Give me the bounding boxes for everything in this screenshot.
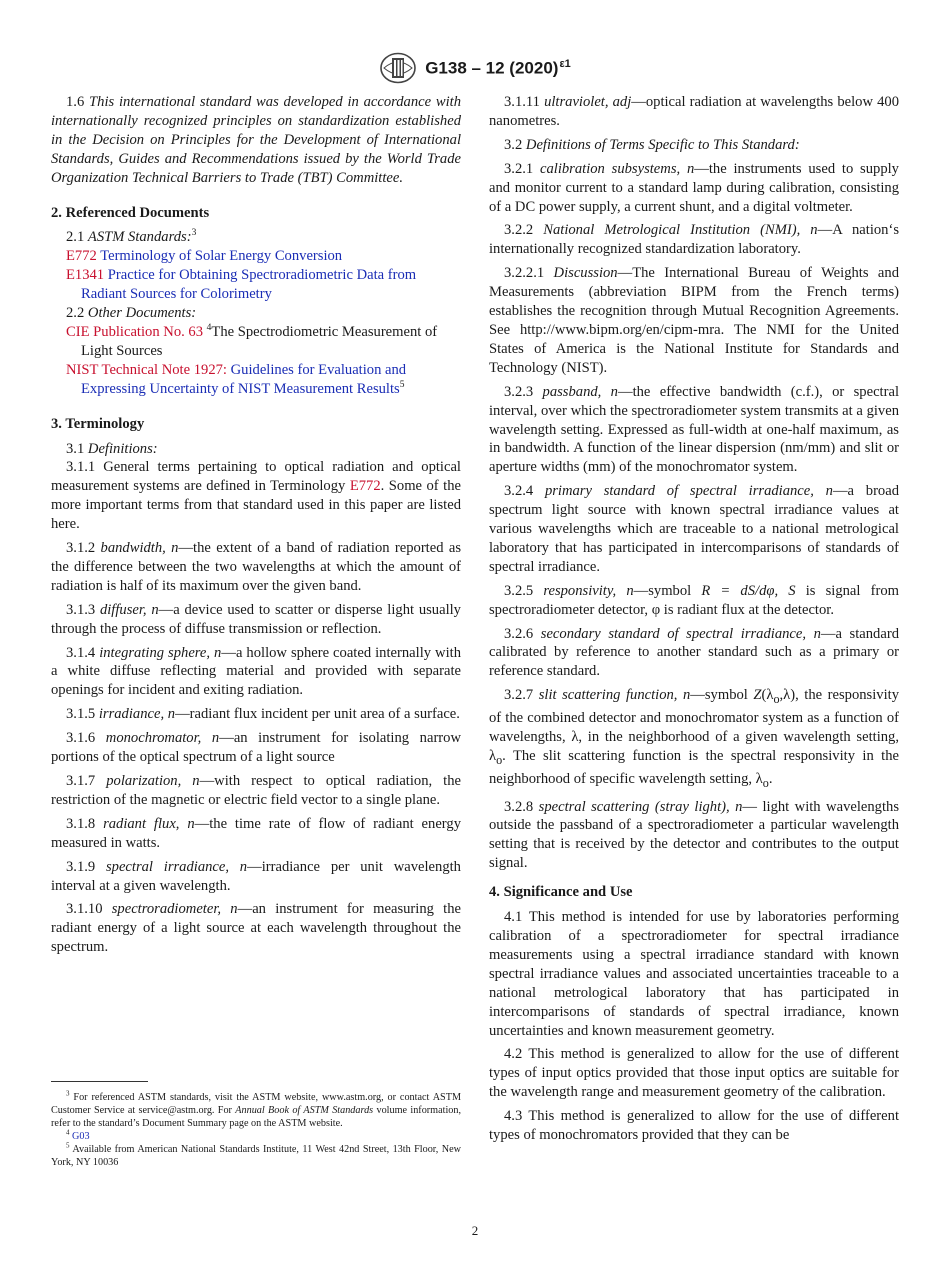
paragraph-3-1: 3.1 Definitions: [66,440,158,457]
reference-e1341[interactable]: E1341 Practice for Obtaining Spectroradiometric Data from Radiant Sources for Colorimetry [66,267,417,303]
paragraph-3-2: 3.2 Definitions of Terms Specific to This Standard: [504,136,800,153]
paragraph-3-2-5: 3.2.5 responsivity, n—symbol R = dS/dφ, S is signal from spectroradiometer detector, φ is radiant flux at the detector. [489,582,899,618]
paragraph-3-2-6: 3.2.6 secondary standard of spectral irradiance, n—a standard calibrated by reference to another standard such as a primary or reference standard. [489,625,899,680]
paragraph-4-3: 4.3 This method is generalized to allow for the use of different types of monochromators provided that they can be [489,1108,899,1144]
footnote-divider [51,1081,148,1082]
paragraph-3-1-3: 3.1.3 diffuser, n—a device used to scatter or disperse light usually through the process of diffuse transmission or reflection. [51,601,461,637]
paragraph-3-1-5: 3.1.5 irradiance, n—radiant flux incident per unit area of a surface. [66,706,460,723]
reference-e772[interactable]: E772 Terminology of Solar Energy Conversion [66,248,343,265]
paragraph-3-2-2-1: 3.2.2.1 Discussion—The International Bureau of Weights and Measurements (abbreviation BIPM from the French terms) establishes the recognition through Mutual Recognition Agreements. See http://www.bipm.org/en/cipm-mra. The NMI for the United States of America is the National Institute for Standards and Technology (NIST). [489,265,900,376]
astm-logo-icon [379,52,417,84]
edition-superscript: ε1 [559,57,571,70]
link-g03[interactable]: G03 [72,1131,90,1142]
reference-cie-63[interactable]: CIE Publication No. 63 $^4$The Spectrodiometric Measurement of Light Sources [66,323,438,359]
paragraph-3-2-8: 3.2.8 spectral scattering (stray light), n— light with wavelengths outside the passband of a spectroradiometer a particular wavelength setting that is received by the detector and contributes to the output signal. [489,798,899,872]
paragraph-3-1-7: 3.1.7 polarization, n—with respect to optical radiation, the restriction of the magnetic or electric field vector to a single plane. [51,773,462,808]
footnote-3: $^3$ For referenced ASTM standards, visit the ASTM website, www.astm.org, or contact ASTM Customer Service at service@astm.org. For Annual Book of ASTM Standards volume information, refer to the standard’s Document Summary page on the ASTM website. [51,1089,462,1129]
paragraph-3-1-2: 3.1.2 bandwidth, n—the extent of a band of radiation reported as the difference between the two wavelengths at which the amount of radiation is half of its maximum over the given band. [51,540,461,594]
right-column [489,93,899,1150]
paragraph-3-2-4: 3.2.4 primary standard of spectral irradiance, n—a broad spectrum light source with known spectral irradiance values at various wavelengths which are traceable to a national metrological laboratory that has participated in intercomparisons of standards of spectral irradiance. [489,483,899,575]
section-4-heading: 4. Significance and Use [489,884,633,901]
page-header [0,52,950,89]
section-3-heading: 3. Terminology [51,415,145,432]
footnotes [51,1081,461,1169]
page-number: 2 [471,1223,479,1238]
section-2-heading: 2. Referenced Documents [51,204,210,221]
footnote-4: $^4$ G03 [66,1128,90,1142]
paragraph-2-1: 2.1 ASTM Standards:$^3$ [66,228,197,246]
reference-nist-tn-1927[interactable]: NIST Technical Note 1927: Guidelines for Evaluation and Expressing Uncertainty of NIST Measurement Results$^5$ [66,361,407,397]
paragraph-1-6: 1.6 This international standard was developed in accordance with internationally recognized principles on standardization established in the Decision on Principles for the Development of International Standards, Guides and Recommendations issued by the World Trade Organization Technical Barriers to Trade (TBT) Committee. [51,94,462,186]
paragraph-3-1-4: 3.1.4 integrating sphere, n—a hollow sphere coated internally with a white diffuse reflecting material and provided with separate openings for incident and exiting radiation. [51,644,461,699]
paragraph-4-2: 4.2 This method is generalized to allow for the use of different types of input optics provided that those input optics are suitable for the wavelength range and measurement geometry of the calibration. [489,1046,899,1101]
paragraph-3-1-9: 3.1.9 spectral irradiance, n—irradiance per unit wavelength interval at a given wavelength. [51,858,461,894]
paragraph-3-2-2: 3.2.2 National Metrological Institution (NMI), n—A nation‘s internationally recognized standardization laboratory. [489,222,900,258]
footnote-5: $^5$ Available from American National Standards Institute, 11 West 42nd Street, 13th Floor, New York, NY 10036 [51,1141,461,1168]
paragraph-3-1-8: 3.1.8 radiant flux, n—the time rate of flow of radiant energy measured in watts. [51,815,461,851]
paragraph-3-1-11: 3.1.11 ultraviolet, adj—optical radiation at wavelengths below 400 nanometres. [489,94,899,129]
paragraph-3-1-10: 3.1.10 spectroradiometer, n—an instrument for measuring the radiant energy of a light source at each wavelength throughout the spectrum. [51,901,461,956]
paragraph-3-2-7: 3.2.7 slit scattering function, n—symbol $Z(\lambda_o,\lambda)$, the responsivity of the combined detector and monochromator system as a function of wavelengths, λ, in the neighborhood of a given wavelength setting, $\lambda_o$. The slit scattering function is the spectral responsivity in the neighborhood of specific wavelength setting, $\lambda_o$. [489,687,899,790]
paragraph-3-1-6: 3.1.6 monochromator, n—an instrument for isolating narrow portions of the optical spectrum of a light source [51,730,461,766]
paragraph-3-2-1: 3.2.1 calibration subsystems, n—the instruments used to supply and monitor current to a standard lamp during calibration, consisting of a DC power supply, a current shunt, and a digital voltmeter. [489,160,899,215]
paragraph-2-2: 2.2 Other Documents: [66,305,197,322]
paragraph-3-1-1: 3.1.1 General terms pertaining to optical radiation and optical measurement systems are defined in Terminology E772. Some of the more important terms from that standard used in this paper are listed here. [51,459,461,533]
link-e772[interactable]: E772 [349,478,381,495]
paragraph-4-1: 4.1 This method is intended for use by laboratories performing calibration of a spectroradiometer for spectral irradiance measurements using a spectral irradiance standard with known spectral irradiance values and associated uncertainties traceable to a national metrological laboratory that has participated in intercomparisons of standards of spectral irradiance, known uncertainties and known measurement geometry. [489,909,899,1039]
paragraph-3-2-3: 3.2.3 passband, n—the effective bandwidth (c.f.), or spectral interval, over which the spectroradiometer system transmits at a given wavelength setting. Expressed as full-width at one-half maximum, as in bandwidth. A function of the linear dispersion (nm/mm) and slit or aperture widths (mm) of the monochromator system. [489,383,900,476]
left-column [51,93,461,962]
document-designation: G138 – 12 $(2020)^{\varepsilon 1}$ [425,57,571,78]
